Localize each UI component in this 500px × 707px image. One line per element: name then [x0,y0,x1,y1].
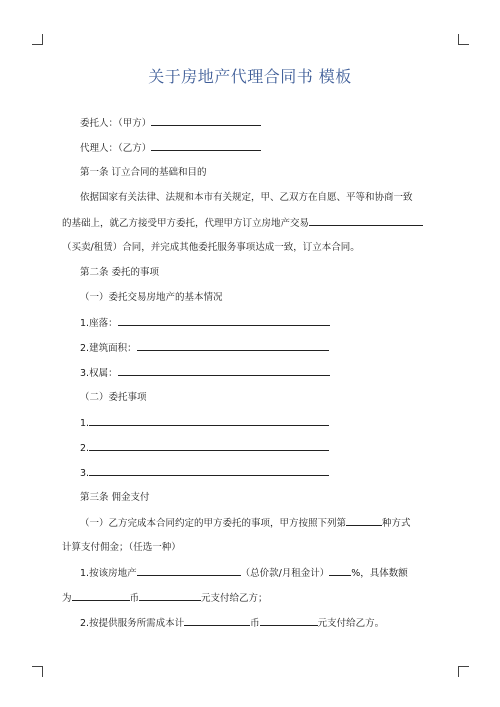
article-2-heading: 第二条 委托的事项 [80,267,160,278]
ownership-blank[interactable] [118,366,330,376]
transaction-type-blank[interactable] [309,216,423,226]
method-1-text-a: 1.按该房地产 [80,568,137,579]
article-3-heading: 第三条 佣金支付 [80,492,150,503]
method-choice-blank[interactable] [346,516,382,526]
location-blank[interactable] [118,316,330,326]
task-1-blank[interactable] [89,416,329,426]
method-1-text-c: %，具体数额 [351,568,408,579]
task-3-blank[interactable] [89,466,329,476]
method-1-text-d: 为 [62,593,72,604]
price-basis-blank[interactable] [137,566,241,576]
task-2-label: 2. [80,443,90,454]
task-2-blank[interactable] [89,441,329,451]
crop-mark-top-left [32,34,43,45]
party-b-label: 代理人：（乙方） [80,143,152,154]
article-2-subheading-1: （一）委托交易房地产的基本情况 [80,292,223,303]
party-b-line [80,141,261,156]
article-3-paragraph-line-2: 计算支付佣金；（任选一种） [62,542,181,553]
method-1-line-1 [80,566,408,581]
crop-mark-top-right [458,34,469,45]
task-3-line [80,466,329,481]
method-1-text-e: 币 [129,593,140,604]
article-2-subheading-2: （二）委托事项 [80,392,147,403]
task-3-label: 3. [80,468,90,479]
document-title: 关于房地产代理合同书 模板 [148,67,352,86]
article-1-paragraph-line-2 [62,216,423,231]
method-1-text-f: 元支付给乙方； [201,593,268,604]
crop-mark-bottom-right [458,666,469,677]
method-2-line [80,616,384,631]
article-3-text-b: 种方式 [382,518,411,529]
ownership-label: 3.权属： [80,368,118,379]
party-b-blank[interactable] [151,141,261,151]
task-1-label: 1. [80,418,90,429]
party-a-line [80,116,261,131]
amount-blank-1[interactable] [139,591,201,601]
area-line [80,341,329,356]
currency-blank-2[interactable] [184,616,250,626]
party-a-blank[interactable] [151,116,261,126]
location-label: 1.座落： [80,318,118,329]
method-2-text-b: 币 [250,618,260,629]
article-1-paragraph-line-3: （买卖/租赁）合同，并完成其他委托服务事项达成一致，订立本合同。 [62,242,360,253]
article-3-paragraph-line-1 [80,516,411,531]
party-a-label: 委托人：（甲方） [80,118,152,129]
method-2-text-c: 元支付给乙方。 [317,618,385,629]
task-1-line [80,416,329,431]
amount-blank-2[interactable] [260,616,318,626]
article-3-text-a: （一）乙方完成本合同约定的甲方委托的事项，甲方按照下列第 [80,518,347,529]
article-1-heading: 第一条 订立合同的基础和目的 [80,167,207,178]
article-1-text: 的基础上，就乙方接受甲方委托，代理甲方订立房地产交易 [62,218,310,229]
crop-mark-bottom-left [32,666,43,677]
task-2-line [80,441,329,456]
method-1-text-b: （总价款/月租金计） [240,568,330,579]
currency-blank-1[interactable] [72,591,130,601]
percent-blank[interactable] [329,566,351,576]
method-1-line-2 [62,591,268,606]
method-2-text-a: 2.按提供服务所需成本计 [80,618,185,629]
area-blank[interactable] [137,341,329,351]
location-line [80,316,330,331]
area-label: 2.建筑面积： [80,343,137,354]
ownership-line [80,366,330,381]
article-1-paragraph-line-1: 依据国家有关法律、法规和本市有关规定，甲、乙双方在自愿、平等和协商一致 [80,192,413,203]
